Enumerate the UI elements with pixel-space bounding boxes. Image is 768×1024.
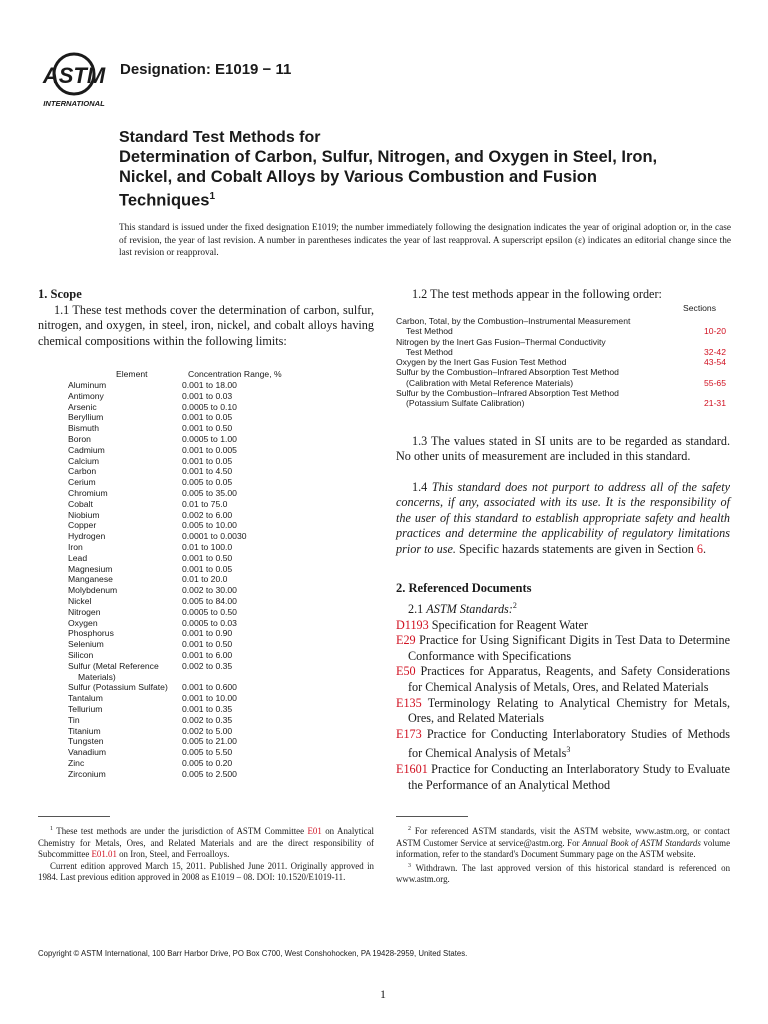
scope-1-3 — [396, 434, 730, 465]
element-name: Tungsten — [68, 736, 104, 747]
reference-item — [396, 762, 730, 793]
reference-title: Practice for Conducting an Interlaboratory Study to Evaluate the Performance of an Analytical Method — [408, 762, 731, 792]
scope-1-4-num: 1.4 — [412, 480, 428, 494]
element-range: 0.005 to 10.00 — [182, 520, 237, 531]
element-range: 0.0005 to 0.03 — [182, 617, 237, 628]
element-row — [68, 553, 308, 564]
scope-1-2 — [396, 287, 730, 302]
element-name: Arsenic — [68, 401, 97, 412]
subcommittee-e01-01-link[interactable]: E01.01 — [91, 849, 117, 860]
element-range: 0.001 to 0.03 — [182, 390, 233, 401]
element-name: Silicon — [68, 649, 94, 660]
element-range: 0.005 to 35.00 — [182, 487, 237, 498]
method-sections-link[interactable]: 43-54 — [704, 357, 726, 368]
method-order-row — [396, 367, 730, 388]
method-sections-link[interactable]: 55-65 — [704, 377, 726, 388]
element-name: Bismuth — [68, 423, 100, 434]
footnotes-left — [38, 824, 374, 884]
element-range: 0.001 to 0.05 — [182, 563, 233, 574]
footnote-1-edition: Current edition approved March 15, 2011. Published June 2011. Originally approved in 1984. Last previous edition approved in 2008 as E1019 – 08. DOI: 10.1520/E1019-11. — [38, 860, 374, 883]
element-row — [68, 510, 308, 521]
element-range: 0.001 to 0.05 — [182, 455, 233, 466]
astm-standards-num: 2.1 — [408, 602, 424, 617]
method-line1: Sulfur by the Combustion–Infrared Absorption Test Method — [396, 388, 619, 399]
method-sections-link[interactable]: 21-31 — [704, 398, 726, 409]
element-row — [68, 596, 308, 607]
element-range: 0.001 to 0.90 — [182, 628, 233, 639]
range-col-header: Concentration Range, % — [188, 369, 282, 379]
element-range: 0.001 to 0.05 — [182, 412, 233, 423]
element-row — [68, 542, 308, 553]
method-line1: Carbon, Total, by the Combustion–Instrumental Measurement — [396, 316, 631, 326]
title-line1: Standard Test Methods for — [119, 129, 321, 146]
element-name: Sulfur (Potassium Sulfate) — [68, 682, 168, 693]
reference-designation-link[interactable]: E29 — [396, 633, 416, 648]
scope-1-2-text: 1.2 The test methods appear in the following order: — [412, 287, 662, 301]
method-line2: Test Method — [406, 326, 453, 337]
element-row — [68, 704, 308, 715]
element-name: Materials) — [78, 671, 116, 682]
method-order-row — [396, 388, 730, 409]
method-order-row — [396, 357, 730, 367]
footnote-3-mark: 3 — [408, 862, 411, 869]
element-range: 0.01 to 100.0 — [182, 541, 233, 552]
astm-logo — [38, 50, 110, 110]
reference-designation-link[interactable]: E1601 — [396, 762, 428, 777]
element-range: 0.0005 to 0.10 — [182, 401, 237, 412]
element-row — [68, 445, 308, 456]
element-name: Tin — [68, 714, 80, 725]
reference-title: Practices for Apparatus, Reagents, and Safety Considerations for Chemical Analysis of Metals, Ores, and Related Materials — [408, 664, 730, 695]
method-line1: Oxygen by the Inert Gas Fusion Test Method — [396, 357, 567, 368]
element-name: Selenium — [68, 639, 104, 650]
element-range: 0.001 to 0.005 — [182, 444, 237, 455]
reference-item — [396, 727, 730, 762]
element-name: Niobium — [68, 509, 100, 520]
reference-title: Specification for Reagent Water — [431, 617, 588, 632]
element-row — [68, 412, 308, 423]
element-name: Carbon — [68, 466, 97, 477]
scope-1-1-text: 1.1 These test methods cover the determination of carbon, sulfur, nitrogen, and oxygen, in steel, iron, nickel, and cobalt alloys having chemical compositions within the following limits: — [38, 303, 374, 348]
element-range: 0.005 to 21.00 — [182, 736, 237, 747]
designation: Designation: E1019 − 11 — [120, 61, 292, 78]
reference-list — [396, 618, 730, 794]
element-range: 0.0005 to 0.50 — [182, 606, 237, 617]
element-range: 0.001 to 18.00 — [182, 380, 237, 390]
methods-order-table — [396, 303, 730, 409]
footnote-1-c: on Iron, Steel, and Ferroalloys. — [119, 849, 230, 860]
method-line2: (Calibration with Metal Reference Materials) — [406, 377, 574, 388]
element-name: Zinc — [68, 757, 85, 768]
element-row — [68, 402, 308, 413]
element-row — [68, 693, 308, 704]
method-sections-link[interactable]: 10-20 — [704, 326, 726, 337]
method-description — [396, 367, 666, 388]
element-row — [68, 672, 308, 683]
footnote-2-b: volume information, refer to the standard's Document Summary page on the ASTM website. — [396, 837, 731, 860]
element-range: 0.001 to 0.50 — [182, 423, 233, 434]
element-range: 0.001 to 0.600 — [182, 682, 237, 693]
element-row — [68, 628, 308, 639]
footnote-2-a: For referenced ASTM standards, visit the ASTM website, www.astm.org, or contact ASTM Customer Service at service@astm.org. For — [396, 825, 730, 848]
element-name: Chromium — [68, 487, 108, 498]
element-col-header: Element — [116, 369, 148, 379]
element-row — [68, 564, 308, 575]
astm-standards-mark: 2 — [512, 601, 517, 610]
method-line1: Sulfur by the Combustion–Infrared Absorption Test Method — [396, 367, 619, 378]
element-range: 0.0005 to 1.00 — [182, 433, 237, 444]
element-row — [68, 758, 308, 769]
element-range: 0.005 to 0.05 — [182, 477, 233, 488]
sections-header: Sections — [683, 303, 716, 313]
element-row — [68, 650, 308, 661]
footnote-1 — [38, 824, 374, 861]
method-sections-link[interactable]: 32-42 — [704, 346, 726, 357]
element-name: Iron — [68, 541, 83, 552]
element-range: 0.005 to 84.00 — [182, 595, 237, 606]
element-row — [68, 380, 308, 391]
element-range — [192, 672, 308, 683]
footnote-1-b: on Analytical Chemistry for Metals, Ores, and Related Materials and are the direct responsibility of Subcommittee — [38, 825, 375, 860]
title-main-text: Determination of Carbon, Sulfur, Nitrogen, and Oxygen in Steel, Iron, Nickel, and Cobalt Alloys by Various Combustion and Fusion Techniques — [119, 148, 658, 210]
element-range: 0.001 to 0.50 — [182, 552, 233, 563]
element-range: 0.002 to 30.00 — [182, 585, 237, 596]
element-table-header — [68, 369, 308, 380]
method-description — [396, 388, 666, 409]
scope-1-3-text: 1.3 The values stated in SI units are to be regarded as standard. No other units of measurement are included in this standard. — [396, 434, 730, 464]
element-row — [68, 585, 308, 596]
element-table-body — [68, 380, 308, 779]
footnote-1-mark: 1 — [50, 826, 53, 832]
element-row — [68, 747, 308, 758]
element-range: 0.002 to 0.35 — [182, 714, 233, 725]
element-name: Copper — [68, 520, 97, 531]
element-row — [68, 456, 308, 467]
element-row — [68, 499, 308, 510]
referenced-docs-heading: 2. Referenced Documents — [396, 581, 532, 595]
referenced-docs — [396, 598, 730, 793]
svg-text:ASTM: ASTM — [42, 63, 106, 88]
element-row — [68, 715, 308, 726]
element-name: Antimony — [68, 390, 104, 401]
element-name: Hydrogen — [68, 531, 106, 542]
element-range: 0.0001 to 0.0030 — [182, 531, 247, 542]
element-row — [68, 769, 308, 780]
issuance-notice: This standard is issued under the fixed designation E1019; the number immediately following the designation indicates the year of original adoption or, in the case of revision, the year of last revision. A number in parentheses indicates the year of last reapproval. A superscript epsilon (ε) indicates an editorial change since the last revision or reapproval. — [119, 223, 731, 258]
element-name: Cobalt — [68, 498, 93, 509]
footnotes-right — [396, 824, 730, 886]
element-name: Beryllium — [68, 412, 104, 423]
method-description — [396, 357, 666, 367]
element-name: Cadmium — [68, 444, 105, 455]
element-range: 0.002 to 0.35 — [182, 660, 233, 671]
footnote-rule-right — [396, 816, 468, 817]
element-name: Aluminum — [68, 380, 107, 390]
method-order-row — [396, 316, 730, 337]
element-row — [68, 736, 308, 747]
document-title — [119, 128, 679, 211]
method-description — [396, 337, 666, 358]
element-range: 0.005 to 5.50 — [182, 747, 233, 758]
element-range: 0.005 to 0.20 — [182, 757, 233, 768]
scope-1-4 — [396, 480, 730, 557]
footnote-3-text: Withdrawn. The last approved version of this historical standard is referenced on www.astm.org. — [396, 862, 731, 885]
reference-item — [396, 664, 730, 695]
element-row — [68, 639, 308, 650]
scope-1-4-end: . — [703, 541, 707, 556]
element-name: Oxygen — [68, 617, 98, 628]
method-line1: Nitrogen by the Inert Gas Fusion–Thermal Conductivity — [396, 336, 606, 347]
element-name: Nitrogen — [68, 606, 101, 617]
methods-order-body — [396, 316, 730, 409]
element-name: Lead — [68, 552, 88, 563]
reference-footnote-mark: 3 — [566, 745, 571, 755]
astm-standards-label: ASTM Standards: — [426, 602, 513, 617]
element-range: 0.001 to 10.00 — [182, 693, 237, 704]
element-name: Vanadium — [68, 747, 107, 758]
element-row — [68, 618, 308, 629]
title-footnote-mark: 1 — [209, 191, 216, 202]
element-name: Phosphorus — [68, 628, 114, 639]
element-range: 0.001 to 0.35 — [182, 703, 233, 714]
reference-designation-link[interactable]: D1193 — [396, 617, 429, 632]
element-name: Sulfur (Metal Reference — [68, 660, 159, 671]
scope-1-4-italic: This standard does not purport to address all of the safety concerns, if any, associated with its use. It is the responsibility of the user of this standard to establish appropriate safety and health practices and determine the applicability of regulatory limitations prior to use. — [396, 480, 730, 556]
element-name: Manganese — [68, 574, 113, 585]
element-row — [68, 661, 308, 672]
footnote-1-a: These test methods are under the jurisdiction of ASTM Committee — [56, 825, 305, 836]
element-row — [68, 466, 308, 477]
reference-item — [396, 633, 730, 664]
footnote-3 — [396, 861, 730, 886]
element-row — [68, 520, 308, 531]
element-range: 0.001 to 6.00 — [182, 649, 233, 660]
element-name: Tellurium — [68, 703, 103, 714]
reference-title: Practice for Conducting Interlaboratory Studies of Methods for Chemical Analysis of Metals — [408, 726, 731, 761]
element-name: Titanium — [68, 725, 101, 736]
reference-title: Terminology Relating to Analytical Chemistry for Metals, Ores, and Related Materials — [408, 695, 730, 726]
page-number: 1 — [380, 987, 386, 1001]
element-range: 0.01 to 75.0 — [182, 498, 228, 509]
section-6-link[interactable]: 6 — [696, 541, 703, 556]
reference-title: Practice for Using Significant Digits in Test Data to Determine Conformance with Specifications — [408, 633, 731, 663]
element-row — [68, 574, 308, 585]
element-table — [68, 369, 308, 779]
element-row — [68, 488, 308, 499]
svg-text:INTERNATIONAL: INTERNATIONAL — [43, 99, 105, 108]
footnote-rule-left — [38, 816, 110, 817]
scope-1-4-rest: Specific hazards statements are given in Section — [458, 541, 694, 556]
committee-e01-link[interactable]: E01 — [307, 825, 322, 836]
element-range: 0.002 to 6.00 — [182, 509, 233, 520]
method-order-row — [396, 337, 730, 358]
element-name: Molybdenum — [68, 585, 118, 596]
element-row — [68, 477, 308, 488]
footnote-2-mark: 2 — [408, 826, 411, 832]
element-range: 0.01 to 20.0 — [182, 574, 228, 585]
element-name: Calcium — [68, 455, 100, 466]
element-name: Magnesium — [68, 563, 113, 574]
element-name: Nickel — [68, 595, 92, 606]
element-row — [68, 391, 308, 402]
element-row — [68, 434, 308, 445]
element-name: Cerium — [68, 477, 96, 488]
element-name: Zirconium — [68, 768, 106, 779]
element-row — [68, 682, 308, 693]
element-range: 0.001 to 4.50 — [182, 466, 233, 477]
footnote-2-italic: Annual Book of ASTM Standards — [582, 837, 701, 848]
scope-1-1 — [38, 303, 374, 349]
element-name: Tantalum — [68, 693, 103, 704]
reference-item — [396, 696, 730, 727]
copyright-line: Copyright © ASTM International, 100 Barr Harbor Drive, PO Box C700, West Conshohocken, PA 19428-2959, United States. — [38, 949, 468, 958]
element-range: 0.002 to 5.00 — [182, 725, 233, 736]
reference-designation-link[interactable]: E173 — [396, 726, 422, 741]
method-description — [396, 316, 666, 337]
element-row — [68, 607, 308, 618]
scope-heading: 1. Scope — [38, 287, 82, 301]
element-row — [68, 531, 308, 542]
element-range: 0.005 to 2.500 — [182, 768, 237, 779]
reference-designation-link[interactable]: E50 — [396, 664, 416, 679]
element-name: Boron — [68, 433, 91, 444]
element-row — [68, 423, 308, 434]
method-line2: Test Method — [406, 346, 453, 357]
element-row — [68, 726, 308, 737]
footnote-2 — [396, 824, 730, 861]
element-range: 0.001 to 0.50 — [182, 639, 233, 650]
reference-designation-link[interactable]: E135 — [396, 695, 422, 710]
method-line2: (Potassium Sulfate Calibration) — [406, 398, 525, 409]
title-main — [119, 147, 679, 211]
reference-item — [396, 618, 730, 634]
astm-standards-subheading — [396, 598, 730, 618]
